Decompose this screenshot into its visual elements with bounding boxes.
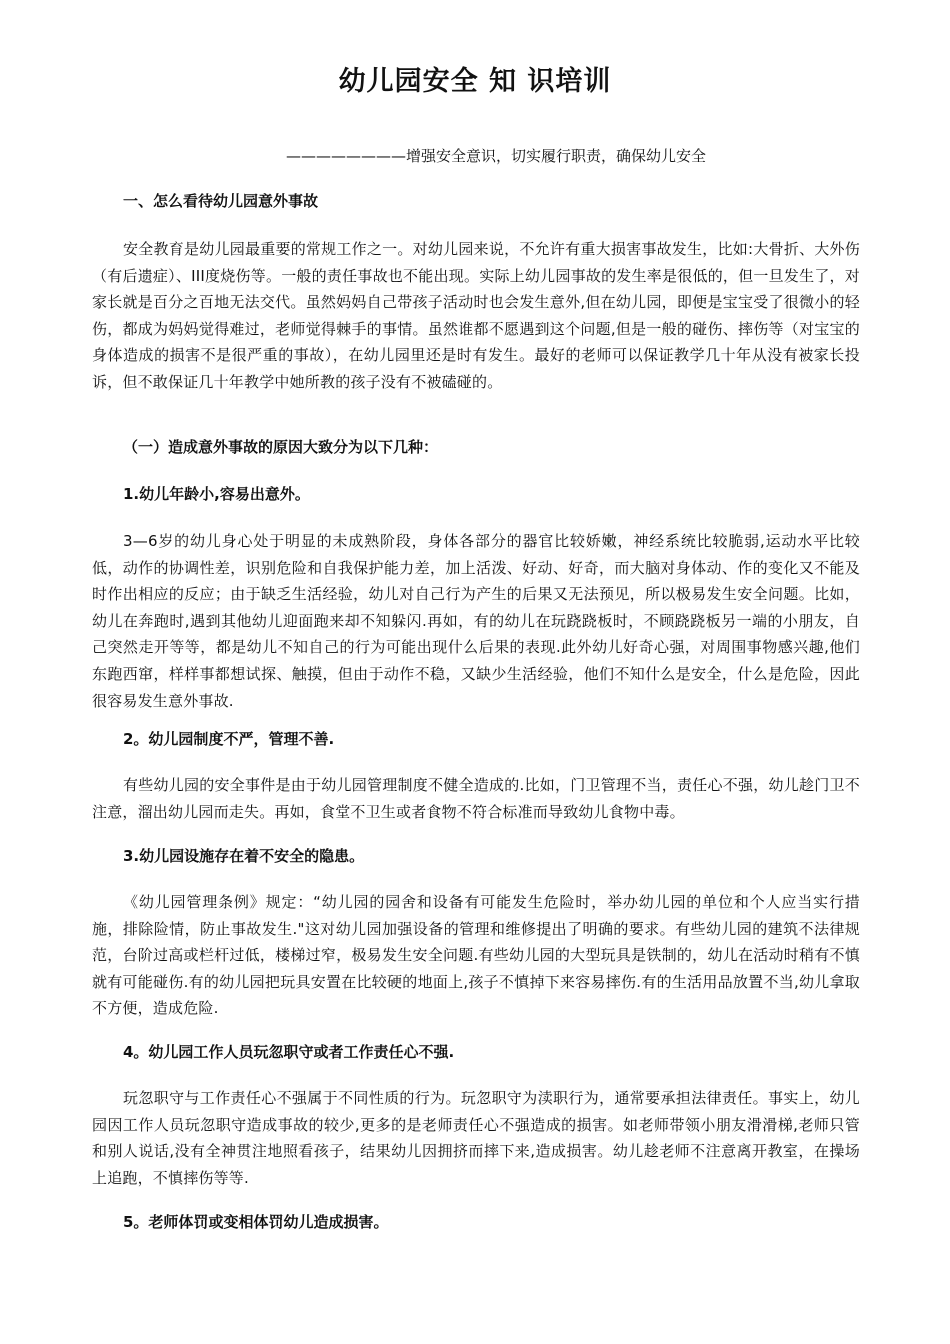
section-heading-6: 4。幼儿园工作人员玩忽职守或者工作责任心不强. <box>123 1043 455 1061</box>
document-title: 幼儿园安全 知 识培训 <box>338 66 612 97</box>
section-heading-4: 2。幼儿园制度不严，管理不善. <box>123 730 335 748</box>
section-paragraph-1: 安全教育是幼儿园最重要的常规工作之一。对幼儿园来说，不允许有重大损害事故发生，比如:大骨折、大外伤（有后遗症）、III度烧伤等。一般的责任事故也不能出现。实际上幼儿园事故的发生率是很低的，但一旦发生了，对家长就是百分之百地无法交代。虽然妈妈自己带孩子活动时也会发生意外,但在幼儿园，即便是宝宝受了很微小的轻伤，都成为妈妈觉得难过，老师觉得棘手的事情。虽然谁都不愿遇到这个问题,但是一般的碰伤、摔伤等（对宝宝的身体造成的损害不是很严重的事故），在幼儿园里还是时有发生。最好的老师可以保证教学几十年从没有被家长投诉，但不敢保证几十年教学中她所教的孩子没有不被磕碰的。 <box>92 240 860 391</box>
section-paragraph-6: 玩忽职守与工作责任心不强属于不同性质的行为。玩忽职守为渎职行为，通常要承担法律责任。事实上，幼儿园因工作人员玩忽职守造成事故的较少,更多的是老师责任心不强造成的损害。如老师带领小朋友滑滑梯,老师只管和别人说话,没有全神贯注地照看孩子，结果幼儿因拥挤而摔下来,造成损害。幼儿趁老师不注意离开教室，在操场上追跑，不慎摔伤等等. <box>92 1089 860 1187</box>
section-heading-7: 5。老师体罚或变相体罚幼儿造成损害。 <box>123 1213 389 1231</box>
section-paragraph-4: 有些幼儿园的安全事件是由于幼儿园管理制度不健全造成的.比如，门卫管理不当，责任心不强，幼儿趁门卫不注意，溜出幼儿园而走失。再如，食堂不卫生或者食物不符合标准而导致幼儿食物中毒。 <box>92 776 860 821</box>
section-heading-5: 3.幼儿园设施存在着不安全的隐患。 <box>123 847 365 865</box>
section-paragraph-3: 3—6岁的幼儿身心处于明显的未成熟阶段，身体各部分的器官比较娇嫩，神经系统比较脆弱,运动水平比较低，动作的协调性差，识别危险和自我保护能力差，加上活泼、好动、好奇，而大脑对身体动、作的变化又不能及时作出相应的反应；由于缺乏生活经验，幼儿对自己行为产生的后果又无法预见，所以极易发生安全问题。比如，幼儿在奔跑时,遇到其他幼儿迎面跑来却不知躲闪.再如，有的幼儿在玩跷跷板时，不顾跷跷板另一端的小朋友，自己突然走开等等，都是幼儿不知自己的行为可能出现什么后果的表现.此外幼儿好奇心强，对周围事物感兴趣,他们东跑西窜，样样事都想试探、触摸，但由于动作不稳，又缺少生活经验，他们不知什么是安全，什么是危险，因此很容易发生意外事故. <box>92 532 860 710</box>
section-heading-2: （一）造成意外事故的原因大致分为以下几种： <box>123 438 439 456</box>
document-subtitle: ————————增强安全意识，切实履行职责，确保幼儿安全 <box>286 147 707 165</box>
section-heading-3: 1.幼儿年龄小,容易出意外。 <box>123 485 310 503</box>
section-paragraph-5: 《幼儿园管理条例》规定：“幼儿园的园舍和设备有可能发生危险时，举办幼儿园的单位和个人应当实行措施，排除险情，防止事故发生."这对幼儿园加强设备的管理和维修提出了明确的要求。有些幼儿园的建筑不法律规范，台阶过高或栏杆过低，楼梯过窄，极易发生安全问题.有些幼儿园的大型玩具是铁制的，幼儿在活动时稍有不慎就有可能碰伤.有的幼儿园把玩具安置在比较硬的地面上,孩子不慎掉下来容易摔伤.有的生活用品放置不当,幼儿拿取不方便，造成危险. <box>92 893 860 1018</box>
section-heading-1: 一、怎么看待幼儿园意外事故 <box>123 192 319 210</box>
